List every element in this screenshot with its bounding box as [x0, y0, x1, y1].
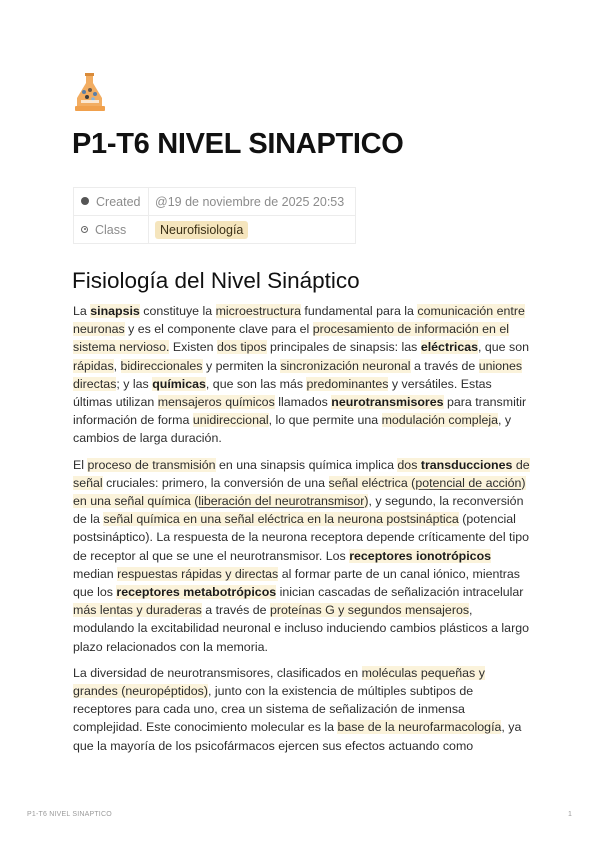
text-run: ; y las	[116, 376, 153, 391]
text-run: La	[73, 304, 91, 318]
target-icon	[81, 226, 88, 233]
property-key	[74, 188, 149, 216]
highlighted-text: sincronización neuronal	[280, 358, 411, 373]
highlighted-text: predominantes	[306, 376, 389, 391]
highlighted-text: dos	[397, 457, 421, 472]
text-run: , que son	[478, 340, 529, 355]
highlighted-text: respuestas rápidas y directas	[117, 566, 279, 581]
highlighted-text: liberación del neurotransmisor	[198, 494, 365, 509]
highlighted-text: mensajeros químicos	[157, 395, 275, 410]
text-run: (potencial postsináptico). La respuesta de la neurona receptora depende críticamente del tipo de receptor al que se une el neurotransmisor. Los	[73, 512, 529, 563]
text-run: constituye la	[139, 304, 216, 318]
clock-icon	[81, 197, 89, 205]
section-heading: Fisiología del Nivel Sináptico	[72, 268, 360, 293]
text-run: principales de sinapsis: las	[266, 340, 421, 355]
text-run: , ya que la mayoría de los psicofármacos ejercen sus efectos actuando como	[73, 720, 522, 753]
highlighted-text: uniones directas	[73, 358, 523, 391]
highlighted-text: moléculas pequeñas y grandes (neuropéptidos)	[73, 665, 485, 699]
highlighted-text: señal eléctrica (	[328, 475, 416, 490]
highlighted-text: proceso de transmisión	[87, 457, 216, 472]
paragraph	[73, 302, 533, 448]
highlighted-text: microestructura	[215, 304, 301, 318]
text-run: , lo que permite una	[268, 413, 382, 428]
property-row-created	[74, 188, 356, 216]
text-run: inician cascadas de señalización intracelular	[276, 585, 524, 600]
highlighted-text: potencial de acción	[415, 475, 522, 490]
text-run: al formar parte de un canal iónico, mientras que los	[73, 566, 521, 600]
text-run: cruciales: primero, la conversión de una	[102, 475, 329, 490]
bold-term: eléctricas	[420, 340, 479, 355]
highlighted-text: dos tipos	[216, 340, 267, 355]
class-tag[interactable]: Neurofisiología	[155, 221, 248, 239]
footer-page-number: 1	[568, 811, 572, 818]
text-run: Existen	[169, 340, 217, 355]
text-run: , modulando la excitabilidad neuronal e incluso induciendo cambios plásticos a largo plazo relacionados con la memoria.	[73, 603, 529, 654]
bold-term: receptores metabotrópicos	[116, 585, 277, 600]
highlighted-text: )	[364, 494, 369, 509]
property-value-created[interactable]: @19 de noviembre de 2025 20:53	[149, 188, 356, 216]
highlighted-text: señal química en una señal eléctrica en la neurona postsináptica	[103, 512, 459, 527]
text-run: en una sinapsis química implica	[215, 457, 398, 472]
text-run: a través de	[410, 358, 479, 373]
bold-term: sinapsis	[90, 304, 140, 318]
highlighted-text: de señal	[73, 457, 530, 490]
highlighted-text: ) en una señal química (	[73, 475, 526, 509]
text-run: y permiten la	[202, 358, 281, 373]
highlighted-text: rápidas	[73, 358, 114, 373]
properties-table	[73, 187, 356, 244]
text-run: median	[73, 566, 118, 581]
footer-title: P1-T6 NIVEL SINAPTICO	[27, 811, 112, 818]
text-run: y versátiles. Estas últimas utilizan	[73, 376, 492, 410]
text-run: a través de	[201, 603, 270, 618]
text-run: , junto con la existencia de múltiples subtipos de receptores para cada uno, crea un sistema de señalización de inmensa complejidad. Este conocimiento molecular es la	[73, 684, 474, 735]
bold-term: químicas	[152, 376, 206, 391]
text-run: , y cambios de larga duración.	[73, 413, 512, 446]
property-value-class[interactable]	[149, 216, 356, 244]
highlighted-text: proteínas G y segundos mensajeros	[269, 603, 470, 618]
document-body	[73, 302, 533, 763]
text-run: llamados	[274, 395, 332, 410]
text-run: , y segundo, la reconversión de la	[73, 494, 524, 527]
paragraph	[73, 664, 533, 755]
highlighted-text: bidireccionales	[120, 358, 203, 373]
paragraph	[73, 456, 533, 656]
highlighted-text: procesamiento de información en el sistema nervioso.	[73, 322, 510, 355]
text-run: La diversidad de neurotransmisores, clasificados en	[73, 665, 362, 680]
property-row-class	[74, 216, 356, 244]
property-key-label: Class	[95, 222, 127, 237]
highlighted-text: modulación compleja	[381, 413, 498, 428]
text-run: ,	[113, 358, 121, 373]
page-title: P1-T6 NIVEL SINAPTICO	[72, 128, 404, 160]
highlighted-text: unidireccional	[192, 413, 269, 428]
bold-term: transducciones	[420, 457, 513, 472]
text-run: para transmitir información de forma	[73, 395, 527, 428]
flask-with-figures-icon	[73, 72, 107, 112]
property-key	[74, 216, 149, 244]
highlighted-text: base de la neurofarmacología	[337, 720, 502, 735]
text-run: fundamental para la	[300, 304, 418, 318]
text-run: , que son las más	[205, 376, 307, 391]
highlighted-text: más lentas y duraderas	[73, 603, 202, 618]
property-key-label: Created	[96, 194, 141, 209]
bold-term: receptores ionotrópicos	[349, 548, 492, 563]
bold-term: neurotransmisores	[331, 395, 444, 410]
text-run: y es el componente clave para el	[124, 322, 313, 337]
text-run: El	[73, 457, 88, 472]
page-icon	[73, 72, 107, 112]
highlighted-text: comunicación entre neuronas	[73, 304, 525, 337]
